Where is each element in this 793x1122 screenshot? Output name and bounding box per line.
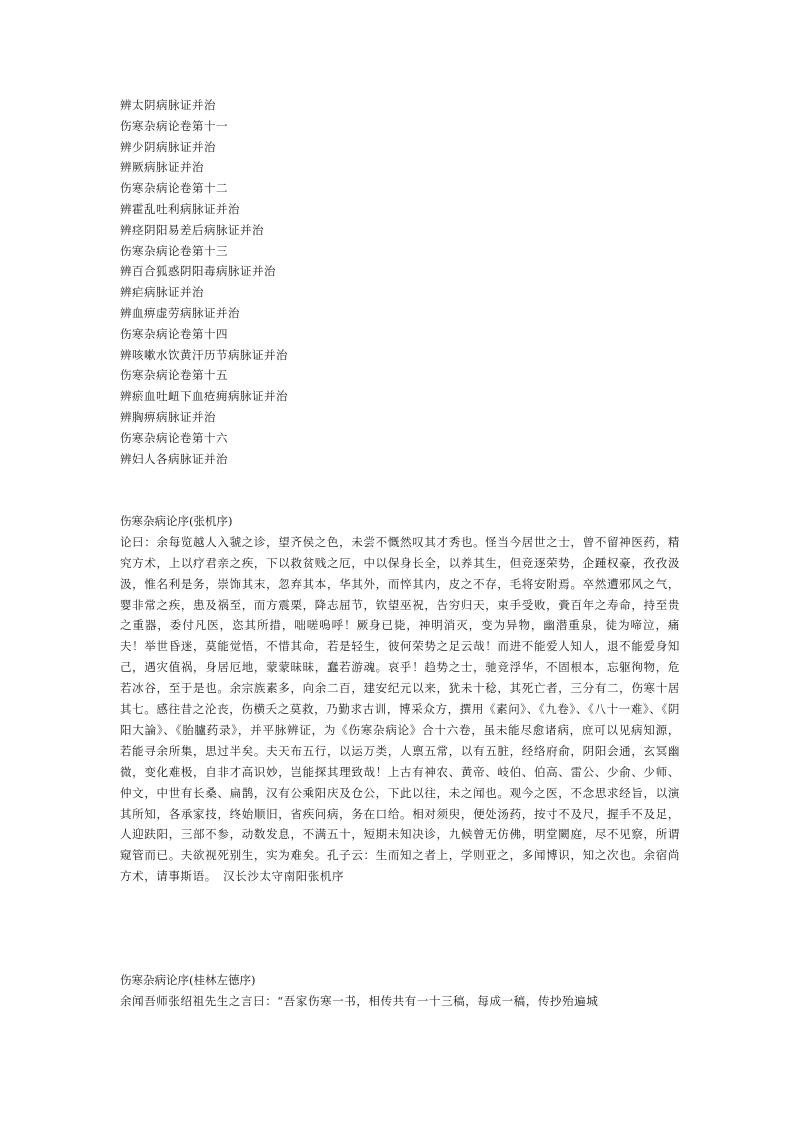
preface-body: 论曰：余每览越人入虢之诊，望齐侯之色，未尝不慨然叹其才秀也。怪当今居世之士，曾不留神医药，精究方术，上以疗君亲之疾，下以救贫贱之厄，中以保身长全，以养其生，但竞逐荣势，企踵权豪，孜孜汲汲，惟名利是务，崇饰其末，忽弃其本，华其外，而悴其内，皮之不存，毛将安附焉。卒然遭邪风之气，婴非常之疾，患及祸至，而方震栗，降志屈节，钦望巫祝，告穷归天，束手受败，賫百年之寿命，持至贵之重器，委付凡医，恣其所措，咄嗟嗚呼！厥身已毙，神明消灭，变为异物，幽潜重泉，徒为啼泣，痛夫！举世昏迷，莫能觉悟，不惜其命，若是轻生，彼何荣势之足云哉！而进不能爱人知人，退不能爱身知己，遇灾值祸，身居厄地，蒙蒙昧昧，蠢若游魂。哀乎！趋势之士，驰竞浮华，不固根本，忘躯徇物，危若冰谷，至于是也。余宗族素多，向余二百，建安纪元以来，犹未十稔，其死亡者，三分有二，伤寒十居其七。感往昔之沦丧，伤横夭之莫救，乃勤求古训，博采众方，撰用《素问》、《九卷》、《八十一难》、《阴阳大論》、《胎臚药录》，并平脉辨证，为《伤寒杂病论》合十六卷，虽未能尽愈诸病，庶可以见病知源，若能寻余所集，思过半矣。夫天布五行，以运万类，人禀五常，以有五脏，经络府俞，阴阳会通，玄冥幽微，变化难极，自非才高识妙，岂能探其理致哉！上古有神农、黄帝、岐伯、伯高、雷公、少俞、少师、仲文，中世有长桑、扁鹊，汉有公乘阳庆及仓公，下此以往，未之闻也。观今之医，不念思求经旨，以演其所知，各承家技，终始顺旧，省疾问病，务在口给。相对须臾，便处汤药，按寸不及尺，握手不及足，人迎趺阳，三部不参，动数发息，不满五十，短期未知决诊，九候曾无仿佛，明堂闕庭，尽不见察，所谓窥管而已。夫欲视死别生，实为难矣。孔子云：生而知之者上，学则亚之，多闻博识，知之次也。余宿尚方术，请事斯语。 汉长沙太守南阳张机序 <box>120 534 680 884</box>
toc-item: 辨咳嗽水饮黄汗历节病脉证并治 <box>120 347 288 362</box>
toc-item: 辨少阴病脉证并治 <box>120 139 216 154</box>
toc-item: 辨疟病脉证并治 <box>120 285 204 300</box>
toc-item: 伤寒杂病论卷第十一 <box>120 118 228 133</box>
toc-item: 伤寒杂病论卷第十四 <box>120 326 228 341</box>
toc-item: 辨太阴病脉证并治 <box>120 98 216 112</box>
table-of-contents <box>120 95 680 469</box>
preface-zhang-ji <box>120 511 680 887</box>
toc-item: 伤寒杂病论卷第十二 <box>120 181 228 196</box>
toc-item: 伤寒杂病论卷第十三 <box>120 243 228 258</box>
toc-item: 辨瘀血吐衄下血疮痈病脉证并治 <box>120 389 288 404</box>
toc-item: 伤寒杂病论卷第十五 <box>120 368 228 383</box>
toc-item: 辨厥病脉证并治 <box>120 160 204 175</box>
toc-item: 辨血痹虚劳病脉证并治 <box>120 305 240 320</box>
toc-item: 辨妇人各病脉证并治 <box>120 451 228 466</box>
preface-heading: 伤寒杂病论序(张机序) <box>120 514 233 528</box>
toc-item: 辨百合狐惑阴阳毒病脉证并治 <box>120 264 276 279</box>
toc-item: 辨霍乱吐利病脉证并治 <box>120 201 240 216</box>
toc-item: 辨胸痹病脉证并治 <box>120 409 216 424</box>
toc-item: 伤寒杂病论卷第十六 <box>120 430 228 445</box>
preface-zuo-de <box>120 970 680 1012</box>
toc-item: 辨痉阴阳易差后病脉证并治 <box>120 222 264 237</box>
preface-heading: 伤寒杂病论序(桂林左德序) <box>120 973 256 987</box>
preface-body: 余闻吾师张绍祖先生之言曰：“吾家伤寒一书，相传共有一十三稿，每成一稿，传抄殆遍城 <box>120 993 599 1008</box>
